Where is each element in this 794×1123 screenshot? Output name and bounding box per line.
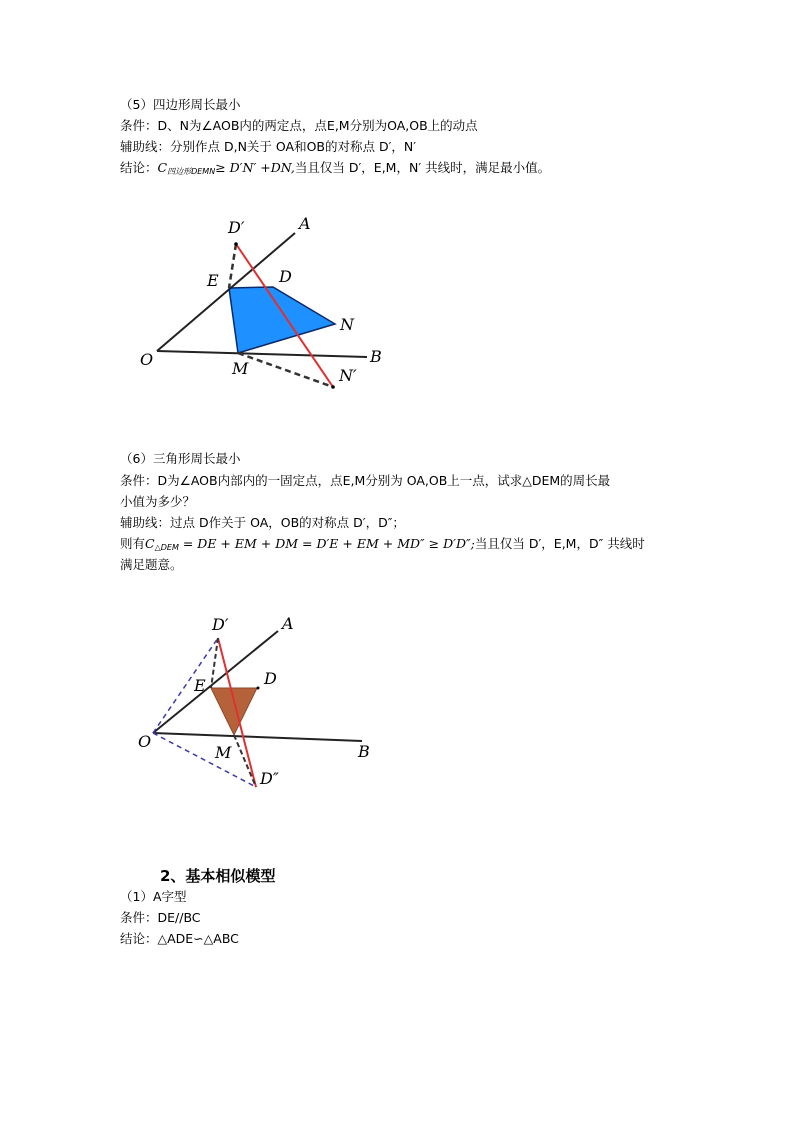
perimeter-symbol: C (145, 536, 155, 551)
label-d: D (279, 267, 292, 286)
section2-conclusion: 结论：△ADE∽△ABC (120, 931, 239, 946)
section2-heading: 2、基本相似模型 (160, 867, 276, 885)
section6-conclusion-2: 满足题意。 (120, 557, 183, 572)
label-dp: D′ (228, 218, 245, 237)
section6-condition-1: 条件：D为∠AOB内部内的一固定点，点E,M分别为 OA,OB上一点，试求△DEM的周长最 (120, 473, 611, 488)
dash-o-dpp (153, 733, 256, 787)
conclusion-prefix: 结论： (120, 160, 158, 175)
label-b: B (370, 347, 382, 366)
label-o: O (140, 350, 154, 369)
label-o: O (138, 732, 152, 751)
dash-o-dp (153, 638, 218, 733)
label-d: D (264, 669, 277, 688)
perimeter-subscript: 四边形DEMN (167, 167, 216, 176)
label-n: N (340, 315, 354, 334)
label-e: E (207, 271, 219, 290)
label-m: M (215, 743, 232, 762)
section6-title: （6）三角形周长最小 (120, 451, 241, 466)
perimeter-subscript: △DEM (154, 543, 179, 552)
conclusion-suffix: 当且仅当 D′，E,M，D″ 共线时 (474, 536, 645, 551)
conclusion-formula: ≥ D′N′ +DN, (215, 160, 295, 175)
ray-oa (153, 631, 278, 733)
section5-aux: 辅助线：分别作点 D,N关于 OA和OB的对称点 D′，N′ (120, 139, 417, 154)
perimeter-symbol: C (157, 160, 168, 175)
section5-condition: 条件：D、N为∠AOB内的两定点，点E,M分别为OA,OB上的动点 (120, 118, 478, 133)
conclusion-suffix: 当且仅当 D′，E,M，N′ 共线时，满足最小值。 (294, 160, 551, 175)
label-np: N′ (339, 366, 357, 385)
conclusion-prefix: 则有 (120, 536, 146, 551)
point-d (257, 687, 260, 690)
section6-aux: 辅助线：过点 D作关于 OA，OB的对称点 D′，D″； (120, 515, 405, 530)
conclusion-formula: = DE + EM + DM = D′E + EM + MD″ ≥ D′D″; (178, 536, 475, 551)
section2-sub1: （1）A字型 (120, 889, 187, 904)
label-dp: D′ (212, 615, 229, 634)
ray-ob (153, 733, 362, 741)
label-dpp: D″ (260, 769, 279, 788)
section2-condition: 条件：DE//BC (120, 910, 201, 925)
triangle-dem (211, 688, 257, 735)
label-m: M (232, 359, 249, 378)
label-a: A (282, 614, 294, 633)
label-a: A (299, 214, 311, 233)
label-b: B (358, 742, 370, 761)
section5-title: （5）四边形周长最小 (120, 97, 241, 112)
section6-condition-2: 小值为多少？ (120, 494, 196, 509)
label-e: E (194, 676, 206, 695)
